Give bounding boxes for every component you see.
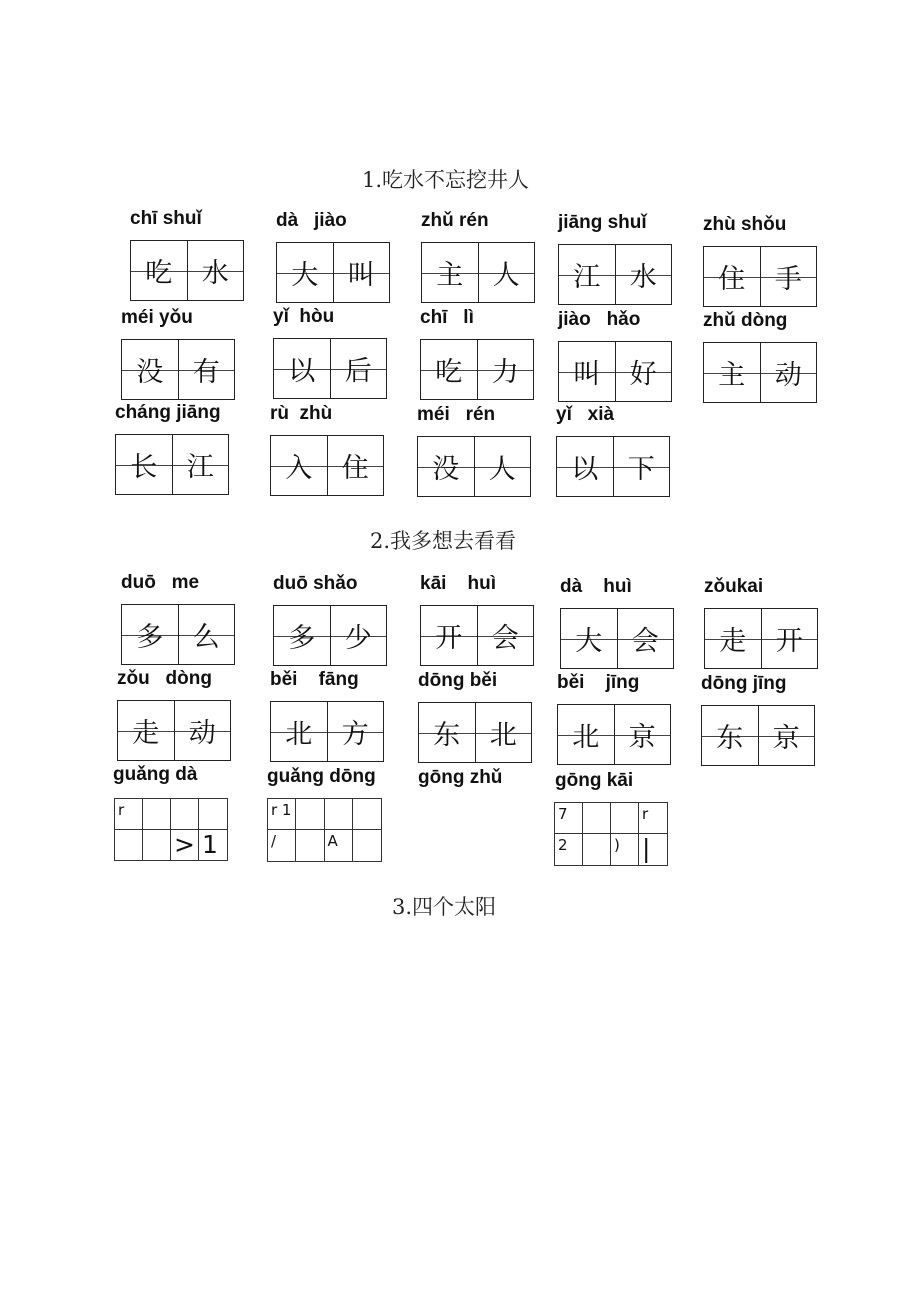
grid-cell [296, 799, 324, 830]
writing-grid [276, 242, 390, 303]
writing-grid [420, 339, 534, 400]
character-cell: 以 [557, 437, 614, 496]
pinyin-label: dōng jīng [701, 673, 787, 694]
grid-cell-mark: 7 [558, 805, 568, 823]
grid-cell [199, 799, 227, 830]
writing-grid [115, 434, 229, 495]
character-cell: 下 [627, 454, 655, 485]
character-cell: 少 [344, 623, 372, 654]
grid-cell [583, 834, 611, 865]
character-cell: 多 [122, 605, 179, 664]
character-cell: 动 [188, 718, 216, 749]
pinyin-label: guǎng dōng [267, 766, 376, 787]
grid-cell [611, 834, 639, 865]
writing-grid [701, 705, 815, 766]
character-cell: 以 [274, 339, 331, 398]
pinyin-label: jiāng shuǐ [558, 212, 647, 233]
section-title-3: 3.四个太阳 [392, 895, 497, 919]
character-cell: 吃 [421, 340, 478, 399]
writing-grid [557, 704, 671, 765]
character-cell: 人 [492, 260, 520, 291]
grid-cell-mark: r 1 [271, 801, 292, 819]
character-cell: 京 [628, 722, 656, 753]
character-cell: 会 [631, 626, 659, 657]
character-cell: 方 [341, 719, 369, 750]
pinyin-label: gōng zhǔ [418, 767, 503, 788]
writing-grid [417, 436, 531, 497]
pinyin-label: jiào hǎo [558, 309, 641, 330]
grid-cell-mark: A [327, 832, 338, 850]
character-cell: 大 [277, 243, 334, 302]
character-cell: 开 [421, 606, 478, 665]
writing-grid [121, 339, 235, 400]
character-cell: 长 [116, 435, 173, 494]
grid-cell [171, 830, 199, 861]
grid-cell [143, 799, 171, 830]
character-cell: 有 [192, 357, 220, 388]
grid-cell [143, 830, 171, 861]
character-cell: 没 [122, 340, 179, 399]
character-cell: 水 [629, 262, 657, 293]
character-cell: 叫 [347, 260, 375, 291]
grid-cell [353, 830, 381, 861]
character-cell: 江 [559, 245, 616, 304]
writing-grid [270, 701, 384, 762]
grid-cell [639, 803, 667, 834]
grid-cell-mark: r [118, 801, 125, 819]
writing-grid [560, 608, 674, 669]
pinyin-label: guǎng dà [113, 764, 198, 785]
character-cell: 住 [704, 247, 761, 306]
writing-grid [556, 436, 670, 497]
pinyin-label: zhǔ dòng [703, 310, 788, 331]
writing-grid [703, 246, 817, 307]
character-cell: 会 [491, 623, 519, 654]
character-cell: 好 [629, 359, 657, 390]
character-cell: 走 [118, 701, 175, 760]
writing-grid [418, 702, 532, 763]
empty-writing-grid [114, 798, 228, 861]
grid-cell [171, 799, 199, 830]
empty-writing-grid [267, 798, 382, 862]
writing-grid [420, 605, 534, 666]
character-cell: 水 [201, 258, 229, 289]
grid-cell [325, 799, 353, 830]
writing-grid [121, 604, 235, 665]
pinyin-label: yǐ hòu [273, 306, 335, 327]
grid-cell-mark: 1 [202, 829, 218, 859]
character-cell: 主 [704, 343, 761, 402]
writing-grid [273, 605, 387, 666]
grid-cell [325, 830, 353, 861]
pinyin-label: duō shǎo [273, 573, 358, 594]
grid-cell [353, 799, 381, 830]
pinyin-label: chī shuǐ [130, 208, 202, 229]
character-cell: 主 [422, 243, 479, 302]
character-cell: 没 [418, 437, 475, 496]
character-cell: 东 [419, 703, 476, 762]
character-cell: 开 [775, 626, 803, 657]
grid-cell-mark: | [642, 834, 651, 863]
writing-grid [558, 341, 672, 402]
writing-grid [130, 240, 244, 301]
grid-cell-mark: > [174, 829, 195, 859]
pinyin-label: cháng jiāng [115, 402, 221, 423]
empty-writing-grid [554, 802, 668, 866]
character-cell: 东 [702, 706, 759, 765]
character-cell: 北 [558, 705, 615, 764]
pinyin-label: zǒu dòng [117, 668, 212, 689]
character-cell: 吃 [131, 241, 188, 300]
character-cell: 走 [705, 609, 762, 668]
character-cell: 入 [271, 436, 328, 495]
writing-grid [558, 244, 672, 305]
character-cell: 叫 [559, 342, 616, 401]
character-cell: 手 [774, 264, 802, 295]
section-title-2: 2.我多想去看看 [370, 529, 517, 553]
character-cell: 北 [271, 702, 328, 761]
pinyin-label: dōng běi [418, 670, 498, 691]
character-cell: 后 [344, 356, 372, 387]
grid-cell-mark: r [642, 805, 649, 823]
grid-cell-mark: / [271, 832, 277, 850]
grid-cell [115, 799, 143, 830]
pinyin-label: méi yǒu [121, 307, 193, 328]
pinyin-label: rù zhù [270, 403, 333, 424]
character-cell: 动 [774, 360, 802, 391]
pinyin-label: zǒukai [704, 576, 764, 597]
grid-cell [639, 834, 667, 865]
character-cell: 住 [341, 453, 369, 484]
grid-cell [583, 803, 611, 834]
grid-cell [268, 830, 296, 861]
grid-cell [268, 799, 296, 830]
pinyin-label: zhǔ rén [421, 210, 489, 231]
grid-cell [555, 834, 583, 865]
pinyin-label: dà jiào [276, 210, 347, 231]
grid-cell [199, 830, 227, 861]
writing-grid [117, 700, 231, 761]
grid-cell [296, 830, 324, 861]
grid-cell [115, 830, 143, 861]
character-cell: 多 [274, 606, 331, 665]
pinyin-label: běi fāng [270, 669, 359, 690]
character-cell: 京 [772, 723, 800, 754]
pinyin-label: méi rén [417, 404, 496, 425]
character-cell: 人 [488, 454, 516, 485]
character-cell: 力 [491, 357, 519, 388]
pinyin-label: chī lì [420, 307, 474, 328]
pinyin-label: běi jīng [557, 672, 640, 693]
grid-cell [611, 803, 639, 834]
writing-grid [273, 338, 387, 399]
writing-grid [421, 242, 535, 303]
grid-cell-mark: ) [614, 836, 620, 854]
character-cell: 江 [186, 452, 214, 483]
grid-cell-mark: 2 [558, 836, 568, 854]
writing-grid [703, 342, 817, 403]
character-cell: 北 [489, 720, 517, 751]
section-title-1: 1.吃水不忘挖井人 [362, 168, 530, 192]
character-cell: 么 [192, 622, 220, 653]
pinyin-label: duō me [121, 572, 200, 593]
writing-grid [704, 608, 818, 669]
grid-cell [555, 803, 583, 834]
pinyin-label: gōng kāi [555, 770, 634, 791]
pinyin-label: kāi huì [420, 573, 497, 594]
character-cell: 大 [561, 609, 618, 668]
pinyin-label: dà huì [560, 576, 632, 597]
pinyin-label: yǐ xià [556, 404, 615, 425]
pinyin-label: zhù shǒu [703, 214, 787, 235]
writing-grid [270, 435, 384, 496]
